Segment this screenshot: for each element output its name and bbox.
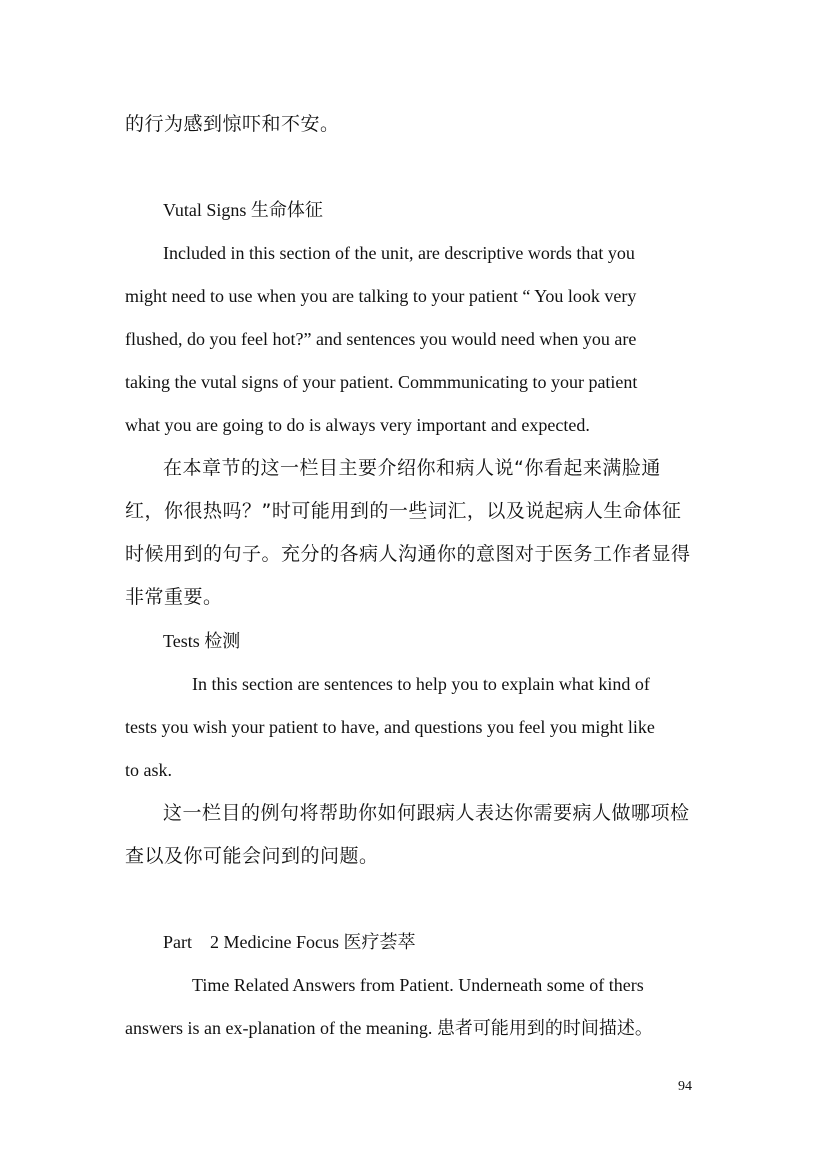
paragraph-line: tests you wish your patient to have, and questions you feel you might like [125,717,655,737]
paragraph-line: 红，你很热吗？”时可能用到的一些词汇，以及说起病人生命体征 [125,500,682,522]
paragraph-line: answers is an ex-planation of the meaning. 患者可能用到的时间描述。 [125,1018,653,1038]
section-heading-tests: Tests 检测 [163,631,241,651]
section-heading-vital-signs: Vutal Signs 生命体征 [163,200,323,220]
page-number: 94 [678,1079,692,1094]
paragraph-line: taking the vutal signs of your patient. Commmunicating to your patient [125,372,638,392]
paragraph-line: 在本章节的这一栏目主要介绍你和病人说“你看起来满脸通 [163,457,661,479]
paragraph-line: 这一栏目的例句将帮助你如何跟病人表达你需要病人做哪项检 [163,802,690,824]
text-line: 的行为感到惊吓和不安。 [125,113,340,135]
paragraph-line: Time Related Answers from Patient. Underneath some of thers [192,975,644,995]
paragraph-line: to ask. [125,760,172,780]
paragraph-line: 查以及你可能会问到的问题。 [125,845,379,867]
paragraph-line: flushed, do you feel hot?” and sentences you would need when you are [125,329,637,349]
paragraph-line: 非常重要。 [125,586,223,608]
section-heading-part-2: Part 2 Medicine Focus 医疗荟萃 [163,932,416,952]
paragraph-line: Included in this section of the unit, are descriptive words that you [163,243,635,263]
paragraph-line: 时候用到的句子。充分的各病人沟通你的意图对于医务工作者显得 [125,543,691,565]
paragraph-line: what you are going to do is always very important and expected. [125,415,590,435]
paragraph-line: might need to use when you are talking to your patient “ You look very [125,286,637,306]
paragraph-line: In this section are sentences to help you to explain what kind of [192,674,650,694]
